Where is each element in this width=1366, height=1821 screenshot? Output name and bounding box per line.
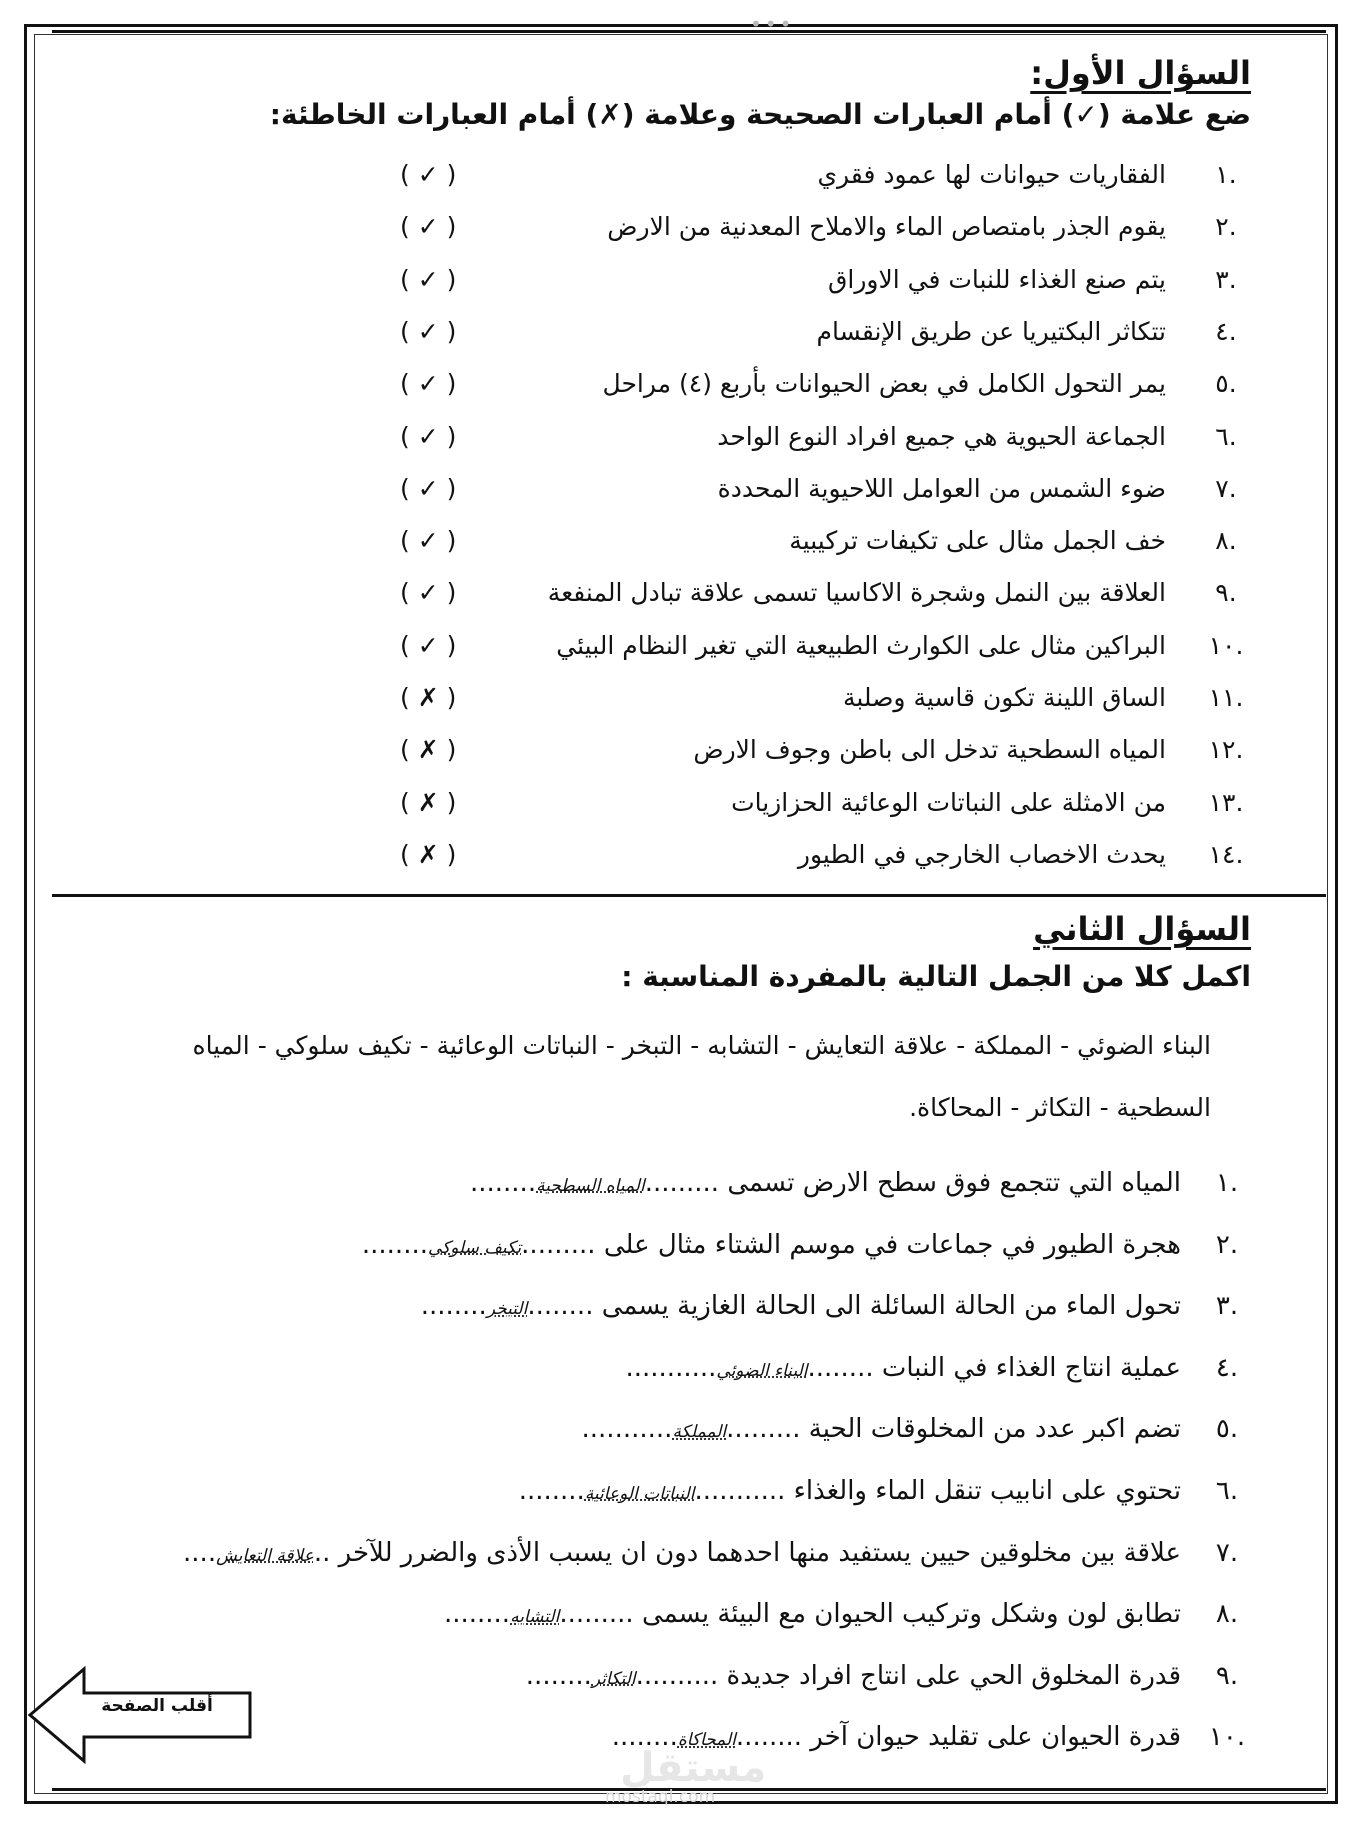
q2-item-number: .٤ (1215, 1352, 1239, 1383)
q2-item-number: .٣ (1215, 1291, 1239, 1322)
q1-item (380, 788, 1251, 828)
q1-item (380, 422, 1251, 462)
q1-item (380, 578, 1251, 618)
q2-item-number: .٧ (1215, 1537, 1239, 1568)
q2-item-text: تطابق لون وشكل وتركيب الحيوان مع البيئة يسمى ......... (559, 1599, 1181, 1630)
q1-item-number: .١٢ (1208, 735, 1244, 765)
q1-item-text: الساق اللينة تكون قاسية وصلبة (842, 683, 1166, 712)
q2-title: السؤال الثاني (1033, 910, 1251, 948)
q1-item-number: .١٤ (1208, 839, 1244, 869)
q1-item-number: .٥ (1215, 369, 1237, 399)
q1-item-mark: ( ✗ ) (400, 683, 457, 712)
q2-item-tail: ........... (625, 1352, 717, 1383)
q2-item-answer: النباتات الوعائية (584, 1484, 695, 1504)
q2-item-text: تحول الماء من الحالة السائلة الى الحالة الغازية يسمى ........ (527, 1291, 1181, 1322)
q2-item-text: عملية انتاج الغذاء في النبات ........ (807, 1352, 1181, 1383)
q1-item-number: .١٠ (1208, 630, 1244, 660)
top-rule (52, 30, 1326, 33)
q1-item-text: الفقاريات حيوانات لها عمود فقري (817, 160, 1166, 189)
q1-item-mark: ( ✓ ) (400, 264, 457, 294)
q2-item-answer: التكاثر (591, 1668, 636, 1689)
q2-item-tail: ........... (581, 1414, 673, 1445)
q1-item-text: يحدث الاخصاب الخارجي في الطيور (797, 839, 1166, 869)
q1-item (380, 631, 1251, 671)
q1-item-number: .١٣ (1208, 787, 1244, 817)
q2-item (526, 1661, 1251, 1691)
q2-item-answer: علاقة التعايش (216, 1545, 314, 1566)
q2-item-tail: ........ (361, 1229, 428, 1260)
q1-item-number: .١١ (1208, 683, 1244, 712)
q2-item-answer: تكيف سلوكي (428, 1237, 522, 1258)
q2-item-answer: التبخر (486, 1299, 528, 1320)
q1-item-text: العلاقة بين النمل وشجرة الاكاسيا تسمى علاقة تبادل المنفعة (547, 578, 1166, 608)
q1-item (380, 212, 1251, 252)
q1-item-text: خف الجمل مثال على تكيفات تركيبية (789, 526, 1166, 556)
q2-item-text: المياه التي تتجمع فوق سطح الارض تسمى ......... (644, 1168, 1181, 1198)
q1-item-text: تتكاثر البكتيريا عن طريق الإنقسام (816, 316, 1166, 346)
q2-item-text: تضم اكبر عدد من المخلوقات الحية ......... (726, 1414, 1181, 1445)
q1-item-text: من الامثلة على النباتات الوعائية الحزازيات (731, 787, 1166, 817)
q1-item-text: الجماعة الحيوية هي جميع افراد النوع الواحد (717, 421, 1166, 451)
q1-item-mark: ( ✓ ) (400, 212, 457, 242)
q1-item-mark: ( ✓ ) (400, 526, 457, 556)
q1-item (380, 683, 1251, 723)
q1-item-mark: ( ✓ ) (400, 369, 457, 399)
q2-item-answer: المملكة (672, 1422, 727, 1443)
q2-item-answer: البناء الضوئي (716, 1360, 808, 1381)
q1-item-mark: ( ✓ ) (400, 578, 457, 608)
q1-item-text: يتم صنع الغذاء للنبات في الاوراق (827, 264, 1166, 294)
q1-item (380, 265, 1251, 305)
q2-item (470, 1168, 1251, 1198)
watermark-site: mostaql.com (605, 1787, 716, 1807)
q1-item-number: .٨ (1215, 526, 1237, 556)
q2-item-text: تحتوي على انابيب تنقل الماء والغذاء ........... (694, 1476, 1181, 1506)
q1-item-number: .٦ (1215, 421, 1237, 451)
q1-item-mark: ( ✓ ) (400, 316, 457, 346)
q1-item-number: .٤ (1215, 316, 1237, 346)
q1-item (380, 369, 1251, 409)
q1-item (380, 840, 1251, 880)
q2-item-answer: المحاكاة (677, 1730, 736, 1751)
word-bank: البناء الضوئي - المملكة - علاقة التعايش - التشابه - التبخر - النباتات الوعائية - تكيف سلوكي - المياه السطحية - التكاثر - المحاكاة. (192, 1031, 1211, 1122)
q1-item-mark: ( ✗ ) (400, 839, 457, 869)
q1-item (380, 474, 1251, 514)
q2-item-text: علاقة بين مخلوقين حيين يستفيد منها احدهما دون ان يسبب الأذى والضرر للآخر .. (313, 1537, 1181, 1568)
q1-instruction: ضع علامة (✓) أمام العبارات الصحيحة وعلامة (✗) أمام العبارات الخاطئة: (269, 98, 1251, 131)
q1-item-text: المياه السطحية تدخل الى باطن وجوف الارض (693, 735, 1166, 765)
q2-item (183, 1538, 1251, 1568)
q2-item (421, 1291, 1251, 1321)
q2-item-number: .٦ (1215, 1476, 1239, 1506)
q2-item-tail: ........ (469, 1168, 537, 1198)
q2-item (362, 1230, 1251, 1260)
q2-item-tail: ........ (443, 1599, 511, 1630)
q1-item-mark: ( ✓ ) (400, 160, 457, 189)
q1-item-text: ضوء الشمس من العوامل اللاحيوية المحددة (717, 473, 1166, 503)
q2-item-tail: ........ (525, 1660, 592, 1691)
q2-item-number: .٢ (1215, 1229, 1239, 1260)
q2-item (444, 1599, 1251, 1629)
q2-item-text: هجرة الطيور في جماعات في موسم الشتاء مثال على ......... (521, 1229, 1181, 1260)
q2-item-answer: المياه السطحية (536, 1176, 645, 1196)
turn-page-label[interactable]: أقلب الصفحة (101, 1696, 213, 1716)
q1-item (380, 160, 1251, 200)
q2-item-answer: التشابه (510, 1607, 560, 1628)
q1-item-number: .٩ (1215, 578, 1237, 608)
q1-item-mark: ( ✓ ) (400, 630, 457, 660)
q1-item-mark: ( ✗ ) (400, 735, 457, 765)
q2-item-number: .١٠ (1208, 1722, 1246, 1753)
watermark-brand: مستقل (620, 1745, 767, 1791)
q2-item (519, 1476, 1251, 1506)
q1-item-text: البراكين مثال على الكوارث الطبيعية التي تغير النظام البيئي (556, 630, 1166, 660)
q1-item-mark: ( ✓ ) (400, 473, 457, 503)
q1-item-mark: ( ✗ ) (400, 787, 457, 817)
q2-instruction: اكمل كلا من الجمل التالية بالمفردة المناسبة : (621, 960, 1251, 993)
q1-item-number: .٢ (1215, 212, 1237, 242)
q2-item-tail: ........ (518, 1476, 585, 1506)
q2-item-tail: ........ (611, 1722, 678, 1753)
q2-item-number: .٥ (1215, 1414, 1239, 1445)
q1-item (380, 735, 1251, 775)
q1-title: السؤال الأول: (1030, 54, 1251, 92)
q1-item-mark: ( ✓ ) (400, 421, 457, 451)
q1-item-number: .٧ (1215, 473, 1237, 503)
q1-item (380, 317, 1251, 357)
section-divider (52, 894, 1326, 897)
q1-item (380, 526, 1251, 566)
q1-item-number: .١ (1215, 160, 1237, 189)
q2-item-text: قدرة المخلوق الحي على انتاج افراد جديدة .......... (635, 1660, 1181, 1691)
q2-item-text: قدرة الحيوان على تقليد حيوان آخر ........ (735, 1722, 1181, 1753)
q2-item-tail: ........ (420, 1291, 487, 1322)
q2-item-tail: .... (183, 1537, 217, 1568)
q2-item-number: .٩ (1215, 1660, 1239, 1691)
q2-item (625, 1353, 1251, 1383)
q1-item-text: يقوم الجذر بامتصاص الماء والاملاح المعدنية من الارض (607, 212, 1166, 242)
q1-item-text: يمر التحول الكامل في بعض الحيوانات بأربع (٤) مراحل (602, 369, 1166, 399)
q1-item-number: .٣ (1215, 264, 1237, 294)
q2-item-number: .١ (1215, 1168, 1239, 1198)
drag-handle-icon[interactable]: ••• (750, 12, 795, 36)
q2-item (582, 1414, 1251, 1444)
q2-item-number: .٨ (1215, 1599, 1239, 1630)
